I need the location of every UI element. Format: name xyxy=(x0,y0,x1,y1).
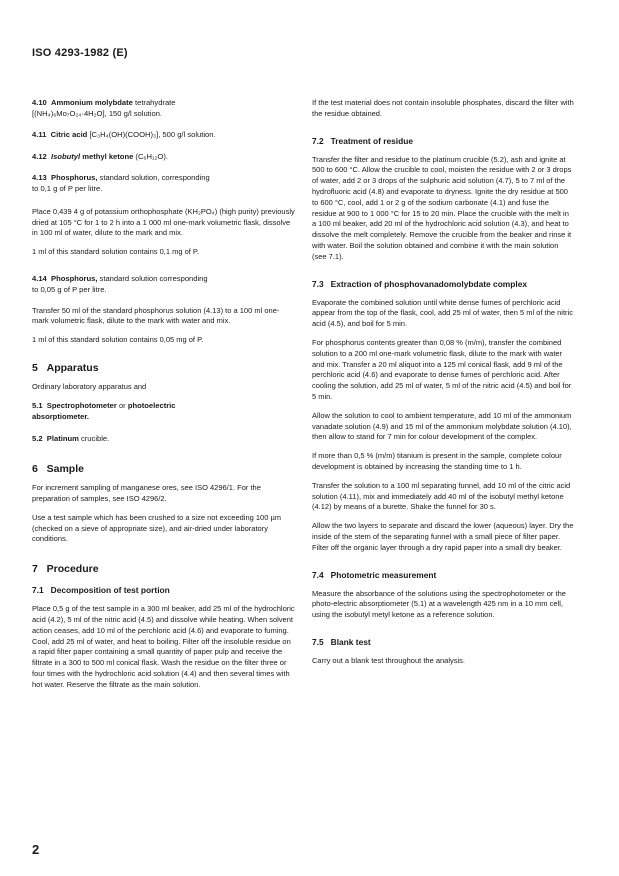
subsection-heading-7-1: 7.1 Decomposition of test portion xyxy=(32,585,170,596)
paragraph: If the test material does not contain insoluble phosphates, discard the filter with the residue obtained. xyxy=(312,98,574,118)
paragraph: Place 0,439 4 g of potassium orthophosphate (KH₂PO₄) (high purity) previously dried at 105 °C for 1 to 2 h into a 1 000 ml one-mark volumetric flask, dissolve in 100 ml of water, dilute to the mark and mix. xyxy=(32,206,295,238)
left-column xyxy=(32,98,295,691)
subsection-heading-7-2: 7.2 Treatment of residue xyxy=(312,135,414,146)
section-heading-7: 7 Procedure xyxy=(32,563,99,576)
paragraph: Place 0,5 g of the test sample in a 300 ml beaker, add 25 ml of the hydrochloric acid (4.2), 5 ml of the nitric acid (4.5) and dissolve while heating. When solvent action ceases, add 10 ml of the perchloric acid (4.6) and evaporate to fuming. Cool, add 25 ml of water, and heat to boiling. Filter off the insoluble residue on a rapid filter paper containing a small quantity of paper pulp and receive the filtrate in a 300 to 500 ml conical flask. Wash the residue on the filter three or four times with the hydrochloric acid solution (4.4) and then several times with hot water. Reserve the filtrate as the main solution. xyxy=(32,604,295,689)
paragraph: Measure the absorbance of the solutions using the spectrophotometer or the photo-electric absorptiometer (5.1) at a wavelength 425 nm in a 10 mm cell, using the isobutyl metyl ketone as a reference solution. xyxy=(312,588,566,620)
paragraph: 1 ml of this standard solution contains 0,1 mg of P. xyxy=(32,247,200,257)
reagent-4-14: 4.14 Phosphorus, standard solution corresponding to 0,05 g of P per litre. xyxy=(32,273,208,294)
page-number: 2 xyxy=(32,842,40,857)
paragraph: For increment sampling of manganese ores, see ISO 4296/1. For the preparation of samples, see ISO 4296/2. xyxy=(32,483,261,503)
section-heading-6: 6 Sample xyxy=(32,463,84,476)
subsection-heading-7-3: 7.3 Extraction of phosphovanadomolybdate complex xyxy=(312,278,528,289)
paragraph: Allow the two layers to separate and discard the lower (aqueous) layer. Dry the inside of the stem of the separating funnel with a small piece of filter paper. Filter off the organic layer through a dry rapid paper into a small dry beaker. xyxy=(312,521,574,552)
reagent-4-11: 4.11 Citric acid [C₃H₄(OH)(COOH)₃], 500 g/l solution. xyxy=(32,129,216,139)
paragraph: Transfer 50 ml of the standard phosphorus solution (4.13) to a 100 ml one-mark volumetric flask, dilute to the mark with water and mix. xyxy=(32,305,280,326)
reagent-4-12: 4.12 Isobutyl methyl ketone (C₆H₁₂O). xyxy=(32,152,169,162)
paragraph: For phosphorus contents greater than 0,08 % (m/m), transfer the combined solution to a 200 ml one-mark volumetric flask, dilute to the mark with water and mix. Transfer a 20 ml aliquot into a 125 ml conical flask, add 9 ml of the perchloric acid (4.6) and evaporate to dense fumes of perchloric acid. After cooling the solution, add 25 ml of water, 5 ml of the nitric acid (4.5) and boil for 5 min. xyxy=(312,337,572,401)
paragraph: Evaporate the combined solution until white dense fumes of perchloric acid appear from the top of the flask, cool, add 25 ml of water, then 5 ml of the nitric acid (4.5), and boil for 5 min. xyxy=(312,297,573,329)
reagent-4-10: 4.10 Ammonium molybdate tetrahydrate [(NH₄)₆Mo₇O₂₄·4H₂O], 150 g/l solution. xyxy=(32,98,176,118)
paragraph: Use a test sample which has been crushed to a size not exceeding 100 µm (checked on a sieve of appropriate size), and air-dried under laboratory conditions. xyxy=(32,512,282,544)
subsection-heading-7-5: 7.5 Blank test xyxy=(312,636,371,647)
section-heading-5: 5 Apparatus xyxy=(32,361,99,374)
reagent-4-13: 4.13 Phosphorus, standard solution, corresponding to 0,1 g of P per litre. xyxy=(32,173,210,193)
paragraph: 1 ml of this standard solution contains 0,05 mg of P. xyxy=(32,335,204,345)
apparatus-5-1: 5.1 Spectrophotometer or photoelectric absorptiometer. xyxy=(32,400,176,421)
paragraph: Ordinary laboratory apparatus and xyxy=(32,381,147,391)
paragraph: Transfer the filter and residue to the platinum crucible (5.2), ash and ignite at 500 to 600 °C. Allow the crucible to cool, moisten the residue with 2 or 3 drops of water, add 2 or 3 drops of the sulphuric acid solution (4.7), 5 to 7 ml of the hydrofluoric acid (4.8) and evaporate to dryness. Ignite the dry residue at 500 to 600 °C, cool, add 1 or 2 g of the sodium carbonate (4.1) and fuse the residue at 900 to 1 000 °C for 15 to 20 min. Place the crucible with the melt in a 100 ml beaker, add 20 ml of the hydrochloric acid solution (4.3), and heat to dissolve the melt completely. Remove the crucible from the beaker and rinse it with water. Boil the solution obtained and combine it with the main solution (see 7.1). xyxy=(312,154,572,261)
page-header: ISO 4293-1982 (E) xyxy=(32,47,128,59)
subsection-heading-7-4: 7.4 Photometric measurement xyxy=(312,569,437,580)
paragraph: Transfer the solution to a 100 ml separating funnel, add 10 ml of the citric acid solution (4.11), mix and immediately add 40 ml of the isobutyl methyl ketone (4.12) by means of a burette. Shake the funnel for 30 s. xyxy=(312,480,571,512)
paragraph: Allow the solution to cool to ambient temperature, add 10 ml of the ammonium vanadate solution (4.9) and 15 ml of the ammonium molybdate solution (4.10), then allow to stand for 7 min for colour development of the complex. xyxy=(312,410,572,442)
paragraph: If more than 0,5 % (m/m) titanium is present in the sample, complete colour development is obtained by increasing the standing time to 1 h. xyxy=(312,451,562,471)
apparatus-5-2: 5.2 Platinum crucible. xyxy=(32,434,110,444)
paragraph: Carry out a blank test throughout the analysis. xyxy=(312,655,466,665)
right-column xyxy=(312,98,575,667)
